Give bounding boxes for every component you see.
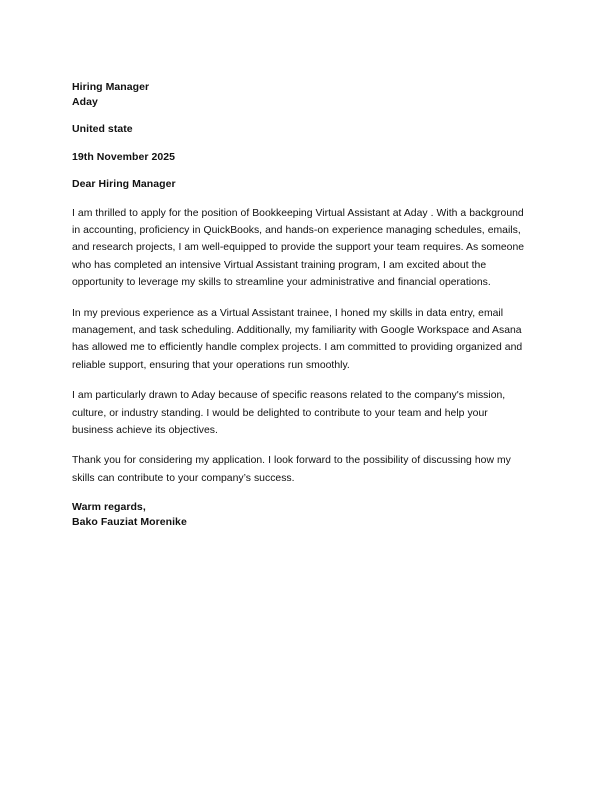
body-paragraph-1: I am thrilled to apply for the position of Bookkeeping Virtual Assistant at Aday . With a background in accounting, proficiency in QuickBooks, and hands-on experience managing schedules, emails, and research projects, I am well-equipped to provide the support your team requires. As someone who has completed an intensive Virtual Assistant training program, I am excited about the opportunity to leverage my skills to streamline your administrative and financial operations.	[72, 207, 528, 289]
signature-name: Bako Fauziat Morenike	[72, 515, 187, 528]
salutation-line: Dear Hiring Manager	[72, 178, 176, 190]
spacer-before-closing	[72, 487, 528, 500]
body-paragraph-3: I am particularly drawn to Aday because of specific reasons related to the company's mission, culture, or industry standing. I would be delighted to contribute to your team and help your business achieve its objectives.	[72, 390, 509, 436]
spacer-para-1-2	[72, 292, 528, 305]
letter-body	[72, 80, 528, 529]
recipient-company: Aday	[72, 95, 98, 108]
spacer-after-location	[72, 137, 528, 150]
location-line: United state	[72, 123, 133, 135]
recipient-name: Hiring Manager	[72, 81, 150, 93]
valediction: Warm regards,	[72, 501, 146, 514]
body-paragraph-2: In my previous experience as a Virtual Assistant trainee, I honed my skills in data entry, email management, and task scheduling. Additionally, my familiarity with Google Workspace and Asana has allowed me to efficiently handle complex projects. I am committed to providing organized and reliable support, ensuring that your operations run smoothly.	[72, 307, 526, 371]
spacer-para-3-4	[72, 439, 528, 452]
recipient-block	[72, 80, 528, 109]
spacer-after-salutation	[72, 192, 528, 205]
spacer-para-2-3	[72, 374, 528, 387]
spacer-after-date	[72, 164, 528, 177]
date-line: 19th November 2025	[72, 150, 176, 163]
closing-block	[72, 500, 528, 529]
body-paragraph-4: Thank you for considering my application. I look forward to the possibility of discussing how my skills can contribute to your company’s success.	[72, 455, 514, 484]
spacer-after-recipient	[72, 109, 528, 122]
